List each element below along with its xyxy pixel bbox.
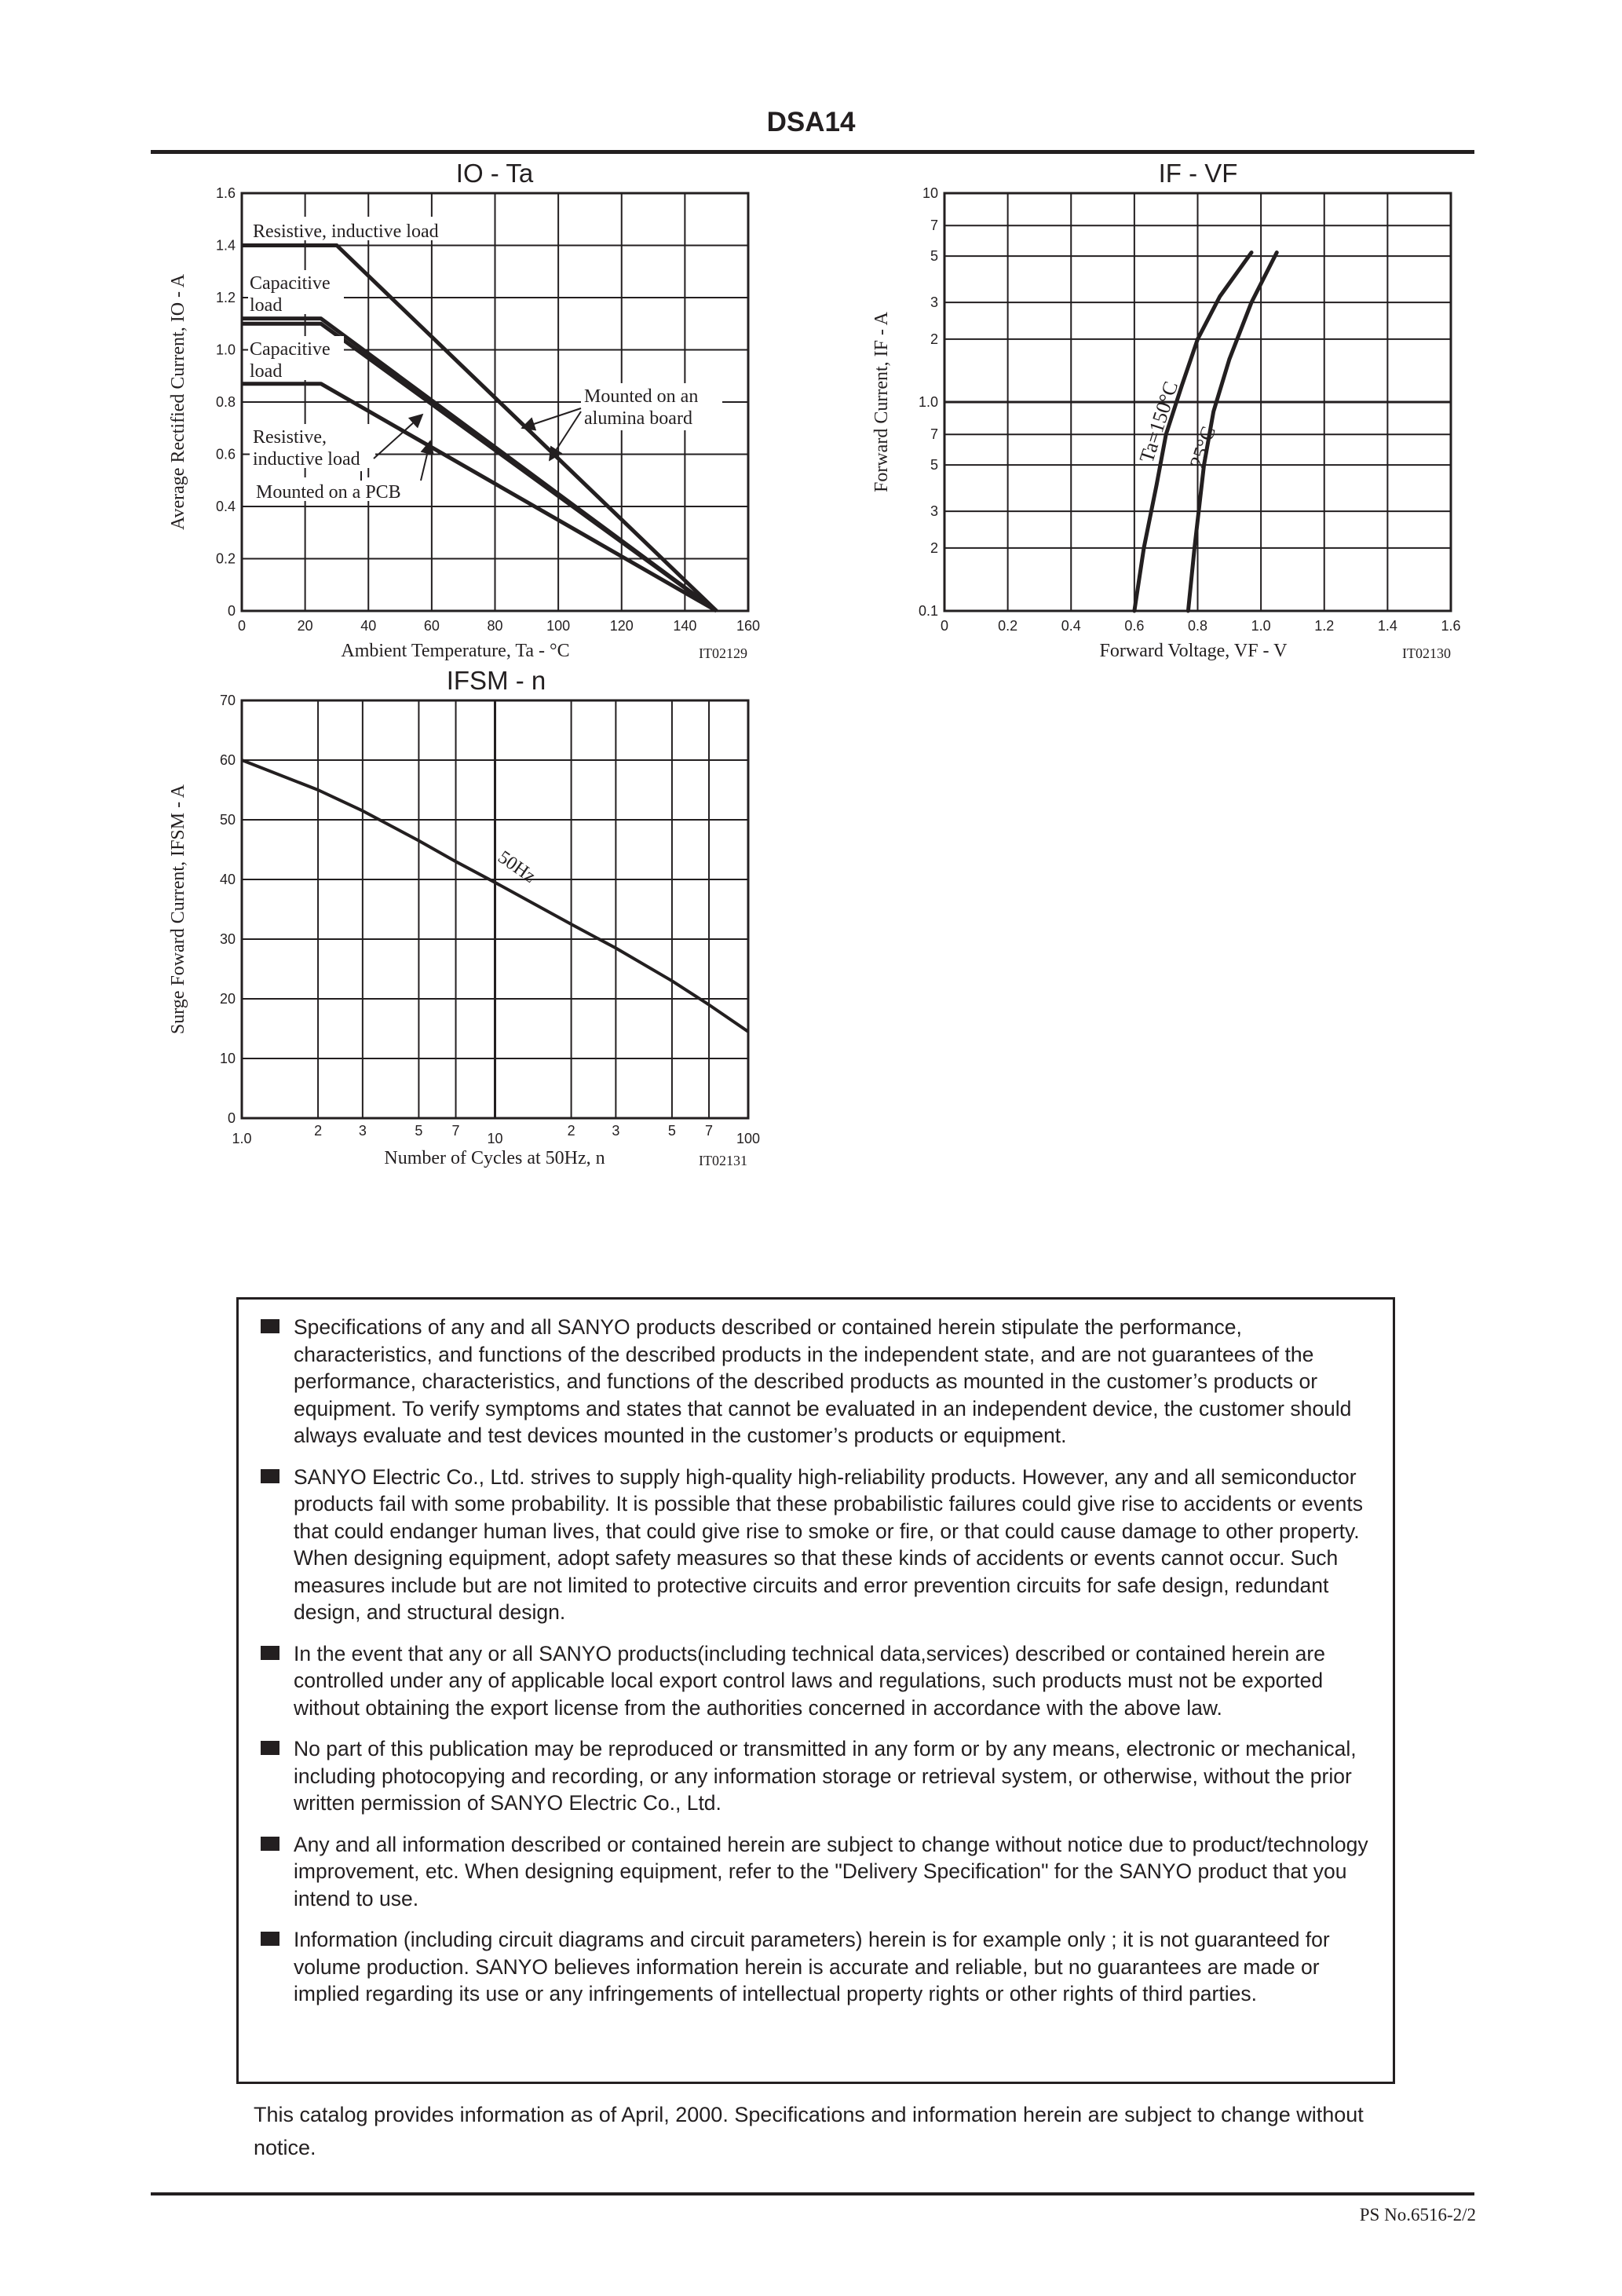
if-vf-y-tick-label: 0.1 — [918, 603, 938, 619]
ifsm-n-ylabel: Surge Foward Current, IFSM - A — [168, 784, 188, 1035]
ifsm-n-y-tick-label: 20 — [219, 991, 236, 1007]
ifsm-n-y-tick-label: 70 — [219, 693, 236, 708]
ifsm-n-x-tick-label: 2 — [567, 1123, 575, 1139]
if-vf-y-tick-label: 2 — [930, 331, 938, 347]
io-ta-annot-alumina-2: alumina board — [584, 408, 692, 429]
footer-rule — [151, 2192, 1474, 2195]
notice-text: Any and all information described or contained herein are subject to change without notice due to product/technology improvement, etc. When designing equipment, refer to the "Delivery Specification" for the SANYO product that you intend to use. — [294, 1832, 1368, 1910]
ifsm-n-x-tick-label: 5 — [667, 1123, 676, 1139]
if-vf-y-tick-label: 7 — [930, 218, 938, 234]
io-ta-annot-resistive-inductive: Resistive, inductive load — [253, 221, 439, 242]
ifsm-n-x-ticks — [232, 1123, 760, 1146]
bullet-square — [261, 1469, 279, 1483]
io-ta-annot-alumina-1: Mounted on an — [584, 386, 699, 407]
if-vf-y-tick-label: 2 — [930, 539, 938, 556]
ifsm-n-x-tick-label: 10 — [487, 1131, 503, 1146]
io-ta-y-tick-label: 0.8 — [215, 394, 236, 410]
io-ta-y-tick-label: 1.2 — [215, 290, 236, 305]
io-ta-y-tick-label: 0.2 — [215, 550, 236, 567]
io-ta-ylabel: Average Rectified Current, IO - A — [168, 273, 188, 531]
ifsm-n-xlabel: Number of Cycles at 50Hz, n — [384, 1148, 605, 1168]
if-vf-y-ticks — [919, 185, 938, 619]
io-ta-annot-inductive-load-2: inductive load — [253, 449, 360, 470]
notice-text: SANYO Electric Co., Ltd. strives to supply high-quality high-reliability products. However, any and all semiconductor products fail with some probability. It is possible that these probabilistic failures could give rise to accidents or events that could endanger human lives, that could give rise to smoke or fire, or that could cause damage to other property. When designing equipment, adopt safety measures so that these kinds of accidents or events cannot occur. Such measures include but are not limited to protective circuits and error prevention circuits for safe design, redundant design, and structural design. — [294, 1464, 1363, 1624]
io-ta-title: IO - Ta — [455, 159, 534, 188]
io-ta-x-tick-label: 120 — [609, 618, 634, 634]
notice-item — [261, 1314, 1371, 1450]
if-vf-xlabel: Forward Voltage, VF - V — [1099, 641, 1288, 661]
ifsm-n-grid — [242, 700, 748, 1118]
io-ta-annot-capacitive-1-load: load — [250, 295, 283, 316]
bullet-square — [261, 1741, 279, 1755]
notice-text: Specifications of any and all SANYO products described or contained herein stipulate the performance, characteristics, and functions of the described products in the independent state, and are not guarantees of the performance, characteristics, and functions of the described products as mounted in the customer’s products or equipment. To verify symptoms and states that cannot be evaluated in an independent device, the customer should always evaluate and test devices mounted in the customer’s products or equipment. — [294, 1315, 1352, 1447]
notice-box — [236, 1297, 1395, 2084]
io-ta-x-tick-label: 40 — [360, 618, 377, 634]
io-ta-x-ticks — [238, 618, 760, 634]
io-ta-x-tick-label: 0 — [237, 618, 247, 634]
if-vf-x-tick-label: 0.2 — [998, 618, 1018, 634]
page-title: DSA14 — [766, 107, 856, 137]
ps-number: PS No.6516-2/2 — [1359, 2205, 1476, 2225]
notice-item — [261, 1831, 1371, 1913]
notice-item — [261, 1640, 1371, 1722]
bullet-square — [261, 1319, 279, 1333]
io-ta-y-tick-label: 1.0 — [215, 342, 236, 358]
io-ta-x-tick-label: 20 — [297, 618, 313, 634]
if-vf-y-tick-label: 1.0 — [918, 394, 938, 410]
io-ta-xlabel: Ambient Temperature, Ta - °C — [341, 641, 570, 661]
notice-text: In the event that any or all SANYO products(including technical data,services) described or contained herein are controlled under any of applicable local export control laws and regulations, such products must not be exported without obtaining the export license from the authorities concerned in accordance with the above law. — [294, 1641, 1325, 1720]
if-vf-x-tick-label: 0 — [940, 618, 949, 634]
if-vf-x-tick-label: 0.4 — [1061, 618, 1081, 634]
io-ta-x-tick-label: 100 — [546, 618, 571, 634]
ifsm-n-x-tick-label: 5 — [415, 1123, 423, 1139]
ifsm-n-x-tick-label: 3 — [358, 1123, 367, 1139]
if-vf-x-tick-label: 0.6 — [1124, 618, 1145, 634]
if-vf-ylabel: Forward Current, IF - A — [871, 312, 892, 492]
if-vf-title: IF - VF — [1158, 159, 1238, 188]
ifsm-n-y-ticks — [220, 693, 236, 1126]
if-vf-x-tick-label: 0.8 — [1187, 618, 1208, 634]
io-ta-y-tick-label: 1.6 — [215, 185, 236, 201]
if-vf-y-tick-label: 7 — [930, 426, 938, 443]
chart-if-vf — [871, 159, 1461, 661]
io-ta-annot-capacitive-1: Capacitive — [250, 273, 331, 294]
ifsm-n-x-tick-label: 2 — [314, 1123, 323, 1139]
if-vf-code: IT02130 — [1402, 645, 1451, 661]
io-ta-annot-capacitive-2-load: load — [250, 361, 283, 382]
ifsm-n-y-tick-label: 30 — [219, 931, 236, 947]
ifsm-n-code: IT02131 — [699, 1153, 747, 1168]
if-vf-x-tick-label: 1.6 — [1441, 618, 1461, 634]
io-ta-y-tick-label: 0.6 — [215, 446, 236, 462]
io-ta-annotations — [248, 217, 722, 503]
ifsm-n-x-tick-label: 100 — [736, 1131, 761, 1146]
io-ta-x-tick-label: 60 — [423, 618, 440, 634]
if-vf-x-tick-label: 1.0 — [1251, 618, 1271, 634]
if-vf-y-tick-label: 5 — [930, 248, 938, 265]
ifsm-n-title: IFSM - n — [446, 666, 546, 695]
ifsm-n-y-tick-label: 0 — [227, 1110, 236, 1126]
ifsm-n-x-tick-label: 3 — [612, 1123, 620, 1139]
bullet-square — [261, 1932, 279, 1946]
if-vf-y-tick-label: 3 — [930, 503, 938, 520]
if-vf-grid — [944, 193, 1451, 611]
ifsm-n-y-tick-label: 50 — [219, 812, 236, 828]
ifsm-n-y-tick-label: 60 — [219, 752, 236, 768]
io-ta-y-tick-label: 0 — [227, 603, 236, 619]
if-vf-y-tick-label: 10 — [922, 185, 938, 201]
if-vf-y-tick-label: 3 — [930, 294, 938, 311]
notice-item — [261, 1926, 1371, 2008]
chart-io-ta — [168, 159, 760, 661]
if-vf-x-tick-label: 1.4 — [1377, 618, 1397, 634]
if-vf-x-ticks — [941, 618, 1461, 634]
io-ta-annot-resistive-2: Resistive, — [253, 427, 327, 448]
if-vf-x-tick-label: 1.2 — [1314, 618, 1335, 634]
io-ta-annot-pcb: Mounted on a PCB — [256, 482, 401, 503]
if-vf-annot-150c: Ta=150°C — [1134, 378, 1183, 466]
ifsm-n-y-tick-label: 40 — [219, 872, 236, 887]
io-ta-x-tick-label: 140 — [673, 618, 697, 634]
notice-item — [261, 1735, 1371, 1817]
bullet-square — [261, 1646, 279, 1660]
if-vf-y-tick-label: 5 — [930, 457, 938, 473]
ifsm-n-x-tick-label: 1.0 — [232, 1131, 252, 1146]
io-ta-x-tick-label: 160 — [736, 618, 761, 634]
io-ta-annot-capacitive-2: Capacitive — [250, 339, 331, 360]
chart-ifsm-n — [168, 666, 760, 1168]
if-vf-annot-25c: 25°C — [1185, 423, 1221, 471]
ifsm-n-y-tick-label: 10 — [219, 1051, 236, 1066]
ifsm-n-x-tick-label: 7 — [705, 1123, 714, 1139]
io-ta-y-tick-label: 1.4 — [215, 237, 236, 254]
io-ta-code: IT02129 — [699, 645, 747, 661]
catalog-note: This catalog provides information as of April, 2000. Specifications and information herein are subject to change without notice. — [254, 2103, 1364, 2159]
io-ta-y-tick-label: 0.4 — [215, 499, 236, 514]
ifsm-n-annot-50hz: 50Hz — [494, 846, 539, 887]
ifsm-n-x-tick-label: 7 — [451, 1123, 460, 1139]
notice-text: Information (including circuit diagrams and circuit parameters) herein is for example only ; it is not guaranteed for volume production. SANYO believes information herein is accurate and reliable, but no guarantees are made or implied regarding its use or any infringements of intellectual property rights or other rights of third parties. — [294, 1928, 1330, 2005]
bullet-square — [261, 1837, 279, 1851]
notice-item — [261, 1464, 1371, 1626]
io-ta-y-ticks — [216, 185, 236, 619]
notice-text: No part of this publication may be reproduced or transmitted in any form or by any means, electronic or mechanical, including photocopying and recording, or any information storage or retrieval system, or otherwise, without the prior written permission of SANYO Electric Co., Ltd. — [294, 1737, 1357, 1815]
io-ta-x-tick-label: 80 — [487, 618, 503, 634]
